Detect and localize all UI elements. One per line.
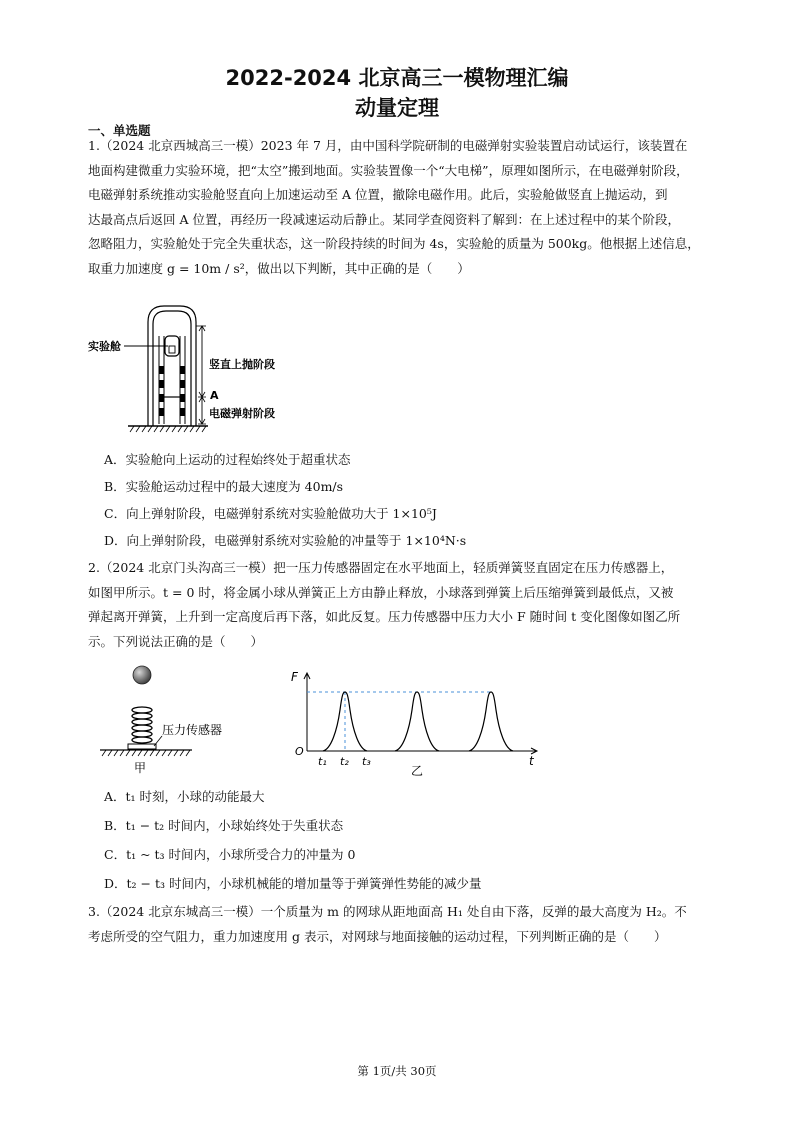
question-3-line: 3.（2024 北京东城高三一模）一个质量为 m 的网球从距地面高 H₁ 处自由下落，反弹的最大高度为 H₂。不 — [88, 904, 687, 919]
q2-option-b: B．t₁ − t₂ 时间内，小球始终处于失重状态 — [104, 818, 344, 833]
label-upthrow-stage: 竖直上抛阶段 — [209, 358, 275, 371]
label-pressure-sensor: 压力传感器 — [162, 723, 223, 737]
q1-option-d: D．向上弹射阶段，电磁弹射系统对实验舱的冲量等于 1×10⁴N·s — [104, 533, 467, 548]
sensor-plate — [128, 744, 156, 749]
question-2-text — [88, 556, 708, 654]
label-t-axis: t — [529, 754, 534, 768]
question-2-line: 如图甲所示。t = 0 时，将金属小球从弹簧正上方由静止释放，小球落到弹簧上后压缩弹簧到最低点，又被 — [88, 584, 674, 600]
question-1-line: 取重力加速度 g = 10m / s²，做出以下判断，其中正确的是（ ） — [88, 260, 470, 276]
q1-option-b: B．实验舱运动过程中的最大速度为 40m/s — [104, 479, 344, 494]
label-origin: O — [295, 745, 304, 758]
question-1-line: 1.（2024 北京西城高三一模）2023 年 7 月，由中国科学院研制的电磁弹射实验装置启动试运行，该装置在 — [88, 138, 688, 153]
ground-hatch — [102, 750, 190, 756]
label-launch-stage: 电磁弹射阶段 — [209, 407, 275, 420]
figure-jia — [92, 660, 262, 775]
label-t2: t₂ — [340, 755, 349, 768]
label-jia: 甲 — [134, 761, 147, 775]
q2-option-d: D．t₂ − t₃ 时间内，小球机械能的增加量等于弹簧弹性势能的减少量 — [104, 876, 482, 891]
question-3-line: 考虑所受的空气阻力，重力加速度用 g 表示，对网球与地面接触的运动过程，下列判断正确的是（ ） — [88, 928, 667, 944]
question-1-figure — [80, 296, 300, 438]
q1-option-c: C．向上弹射阶段，电磁弹射系统对实验舱做功大于 1×10⁵J — [104, 506, 437, 521]
question-3-text — [88, 900, 708, 949]
outer-frame — [148, 306, 196, 426]
document-title: 2022-2024 北京高三一模物理汇编 — [225, 66, 569, 90]
question-1-line: 达最高点后返回 A 位置，再经历一段减速运动后静止。某同学查阅资料了解到：在上述过程中的某个阶段， — [88, 211, 680, 227]
spring-icon — [132, 707, 152, 743]
question-2-line: 弹起离开弹簧，上升到一定高度后再下落，如此反复。压力传感器中压力大小 F 随时间 t 变化图像如图乙所 — [88, 609, 681, 624]
question-2-line: 2.（2024 北京门头沟高三一模）把一压力传感器固定在水平地面上，轻质弹簧竖直固定在压力传感器上， — [88, 560, 674, 575]
label-t1: t₁ — [318, 755, 327, 768]
label-yi: 乙 — [411, 764, 424, 778]
section-heading: 一、单选题 — [88, 123, 151, 138]
question-1-text — [88, 134, 708, 281]
label-a: A — [210, 389, 219, 402]
label-t3: t₃ — [362, 755, 371, 768]
figure-yi — [285, 665, 550, 780]
q2-option-a: A．t₁ 时刻，小球的动能最大 — [104, 789, 265, 804]
page-footer: 第 1页/共 30页 — [357, 1064, 437, 1078]
document-subtitle: 动量定理 — [355, 96, 439, 120]
coil-blocks — [159, 366, 185, 416]
q2-option-c: C．t₁ ~ t₃ 时间内，小球所受合力的冲量为 0 — [104, 847, 356, 862]
question-1-line: 地面构建微重力实验环境，把“太空”搬到地面。实验装置像一个“大电梯”，原理如图所示，在电磁弹射阶段， — [88, 162, 689, 178]
label-f-axis: F — [291, 670, 298, 684]
question-2-line: 示。下列说法正确的是（ ） — [88, 633, 264, 649]
force-curve — [323, 692, 513, 751]
label-cabin: 实验舱 — [88, 340, 121, 353]
question-1-line: 电磁弹射系统推动实验舱竖直向上加速运动至 A 位置，撤除电磁作用。此后，实验舱做竖直上抛运动，到 — [88, 187, 668, 202]
ground-hatch — [130, 426, 206, 432]
ball-icon — [133, 666, 151, 684]
q1-option-a: A．实验舱向上运动的过程始终处于超重状态 — [104, 452, 351, 467]
question-1-line: 忽略阻力，实验舱处于完全失重状态，这一阶段持续的时间为 4s，实验舱的质量为 500kg。他根据上述信息， — [88, 236, 700, 251]
